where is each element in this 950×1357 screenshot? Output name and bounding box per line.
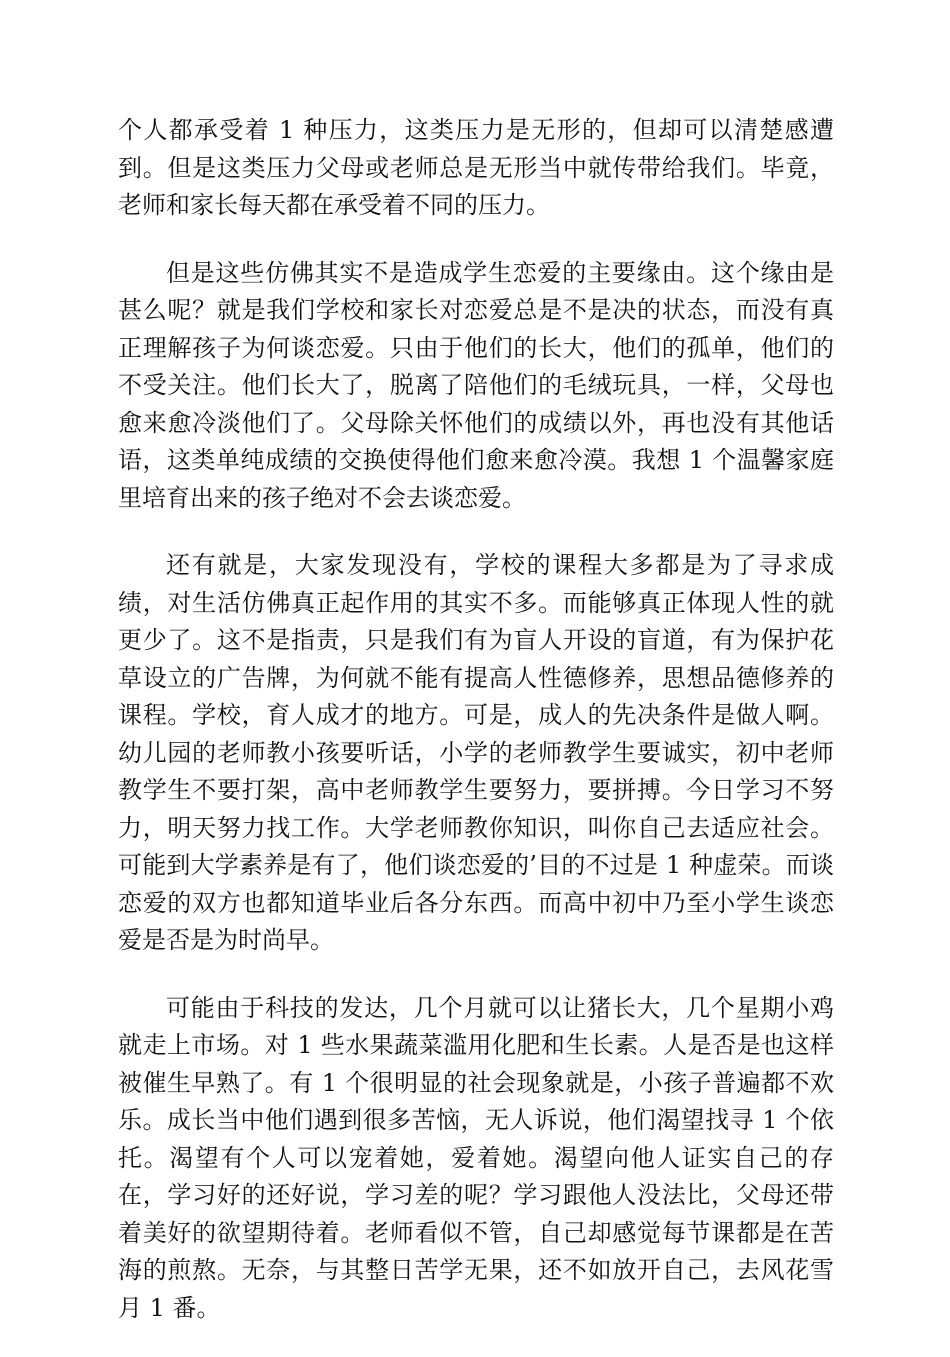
paragraph-1: 个人都承受着 1 种压力，这类压力是无形的，但却可以清楚感遭到。但是这类压力父母或老师总是无形当中就传带给我们。毕竟，老师和家长每天都在承受着不同的压力。 [118,116,834,219]
paragraph-3: 还有就是，大家发现没有，学校的课程大多都是为了寻求成绩，对生活仿佛真正起作用的其实不多。而能够真正体现人性的就更少了。这不是指责，只是我们有为盲人开设的盲道，有为保护花草设立的广告牌，为何就不能有提高人性德修养，思想品德修养的课程。学校，育人成才的地方。可是，成人的先决条件是做人啊。幼儿园的老师教小孩要听话，小学的老师教学生要诚实，初中老师教学生不要打架，高中老师教学生要努力，要拼搏。今日学习不努力，明天努力找工作。大学老师教你知识，叫你自己去适应社会。可能到大学素养是有了，他们谈恋爱的’目的不过是 1 种虚荣。而谈恋爱的双方也都知道毕业后各分东西。而高中初中乃至小学生谈恋爱是否是为时尚早。 [118,551,834,954]
document-body [118,112,834,1357]
paragraph-2: 但是这些仿佛其实不是造成学生恋爱的主要缘由。这个缘由是甚么呢？就是我们学校和家长对恋爱总是不是决的状态，而没有真正理解孩子为何谈恋爱。只由于他们的长大，他们的孤单，他们的不受关注。他们长大了，脱离了陪他们的毛绒玩具，一样，父母也愈来愈冷淡他们了。父母除关怀他们的成绩以外，再也没有其他话语，这类单纯成绩的交换使得他们愈来愈冷漠。我想 1 个温馨家庭里培育出来的孩子绝对不会去谈恋爱。 [118,258,834,512]
paragraph-4: 可能由于科技的发达，几个月就可以让猪长大，几个星期小鸡就走上市场。对 1 些水果蔬菜滥用化肥和生长素。人是否是也这样被催生早熟了。有 1 个很明显的社会现象就是，小孩子普遍都不欢乐。成长当中他们遇到很多苦恼，无人诉说，他们渴望找寻 1 个依托。渴望有个人可以宠着她，爱着她。渴望向他人证实自己的存在，学习好的还好说，学习差的呢？学习跟他人没法比，父母还带着美好的欲望期待着。老师看似不管，自己却感觉每节课都是在苦海的煎熬。无奈，与其整日苦学无果，还不如放开自己，去风花雪月 1 番。 [118,993,834,1322]
